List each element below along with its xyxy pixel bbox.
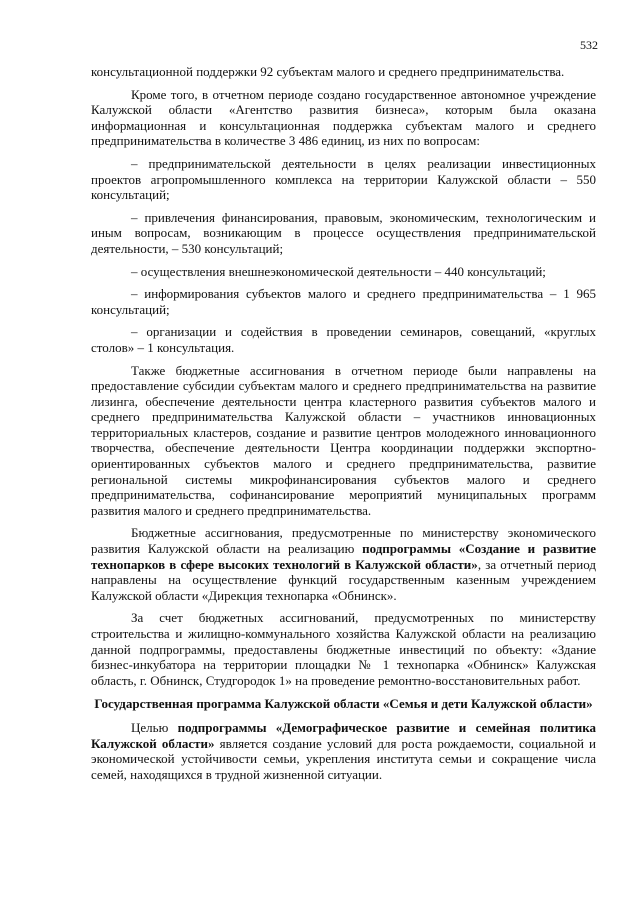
paragraph-technoparks	[91, 525, 596, 603]
document-body	[91, 64, 596, 789]
subprogram-name: подпрограммы «Создание и развитие технопарков в сфере высоких технологий в Калужской области»	[91, 541, 597, 572]
paragraph: консультационной поддержки 92 субъектам малого и среднего предпринимательства.	[91, 64, 565, 79]
paragraph: Кроме того, в отчетном периоде создано государственное автономное учреждение Калужской области «Агентство развития бизнеса», которым была оказана информационная и консультационная поддержка субъектам малого и среднего предпринимательства в количестве 3 486 единиц, из них по вопросам:	[91, 86, 596, 149]
text-run: , за отчетный период направлены на осуществление функций государственным казенным учреждением Калужской области «Дирекция технопарка «Обнинск».	[91, 556, 597, 603]
list-item: – осуществления внешнеэкономической деятельности – 440 консультаций;	[131, 263, 546, 279]
list-item: – организации и содействия в проведении семинаров, совещаний, «круглых столов» – 1 консультация.	[91, 324, 596, 355]
paragraph: За счет бюджетных ассигнований, предусмотренных по министерству строительства и жилищно-коммунального хозяйства Калужской области на реализацию данной подпрограммы, предоставлены бюджетные инвестиций по объекту: «Здание бизнес-инкубатора на территории площадки № 1 технопарка «Обнинск» Калужская область, г. Обнинск, Студгородок 1» на проведение ремонтно-восстановительных работ.	[91, 610, 596, 688]
list-item: – информирования субъектов малого и среднего предпринимательства – 1 965 консультаций;	[91, 286, 596, 317]
paragraph: Также бюджетные ассигнования в отчетном периоде были направлены на предоставление субсидии субъектам малого и среднего предпринимательства на развитие лизинга, обеспечение деятельности центра кластерного развития субъектов малого и среднего предпринимательства Калужской области – участников инновационных территориальных кластеров, создание и развитие центров молодежного инновационного творчества, обеспечение деятельности Центра координации поддержки экспортно-ориентированных субъектов малого и среднего предпринимательства, развитие региональной системы микрофинансирования субъектов малого и среднего предпринимательства, софинансирование мероприятий муниципальных программ развития малого и среднего предпринимательства.	[91, 362, 596, 518]
list-item: – привлечения финансирования, правовым, экономическим, технологическим и иным вопросам, возникающим в процессе осуществления предпринимательской деятельности, – 530 консультаций;	[91, 209, 596, 256]
paragraph-demography	[91, 720, 596, 782]
page-number: 532	[580, 38, 598, 52]
text-run: Целью	[131, 719, 178, 735]
list-item: – предпринимательской деятельности в целях реализации инвестиционных проектов агропромышленного комплекса на территории Калужской области – 550 консультаций;	[91, 155, 596, 203]
text-run: Бюджетные ассигнования, предусмотренные по министерству экономического развития Калужской области на реализацию	[91, 525, 596, 557]
section-heading: Государственная программа Калужской области «Семья и дети Калужской области»	[94, 696, 593, 712]
text-run: является создание условий для роста рождаемости, социальной и экономической устойчивости семьи, укрепления института семьи и сокращение числа семей, находящихся в трудной жизненной ситуации.	[91, 735, 596, 782]
subprogram-name: подпрограммы «Демографическое развитие и семейная политика Калужской области»	[91, 719, 596, 751]
